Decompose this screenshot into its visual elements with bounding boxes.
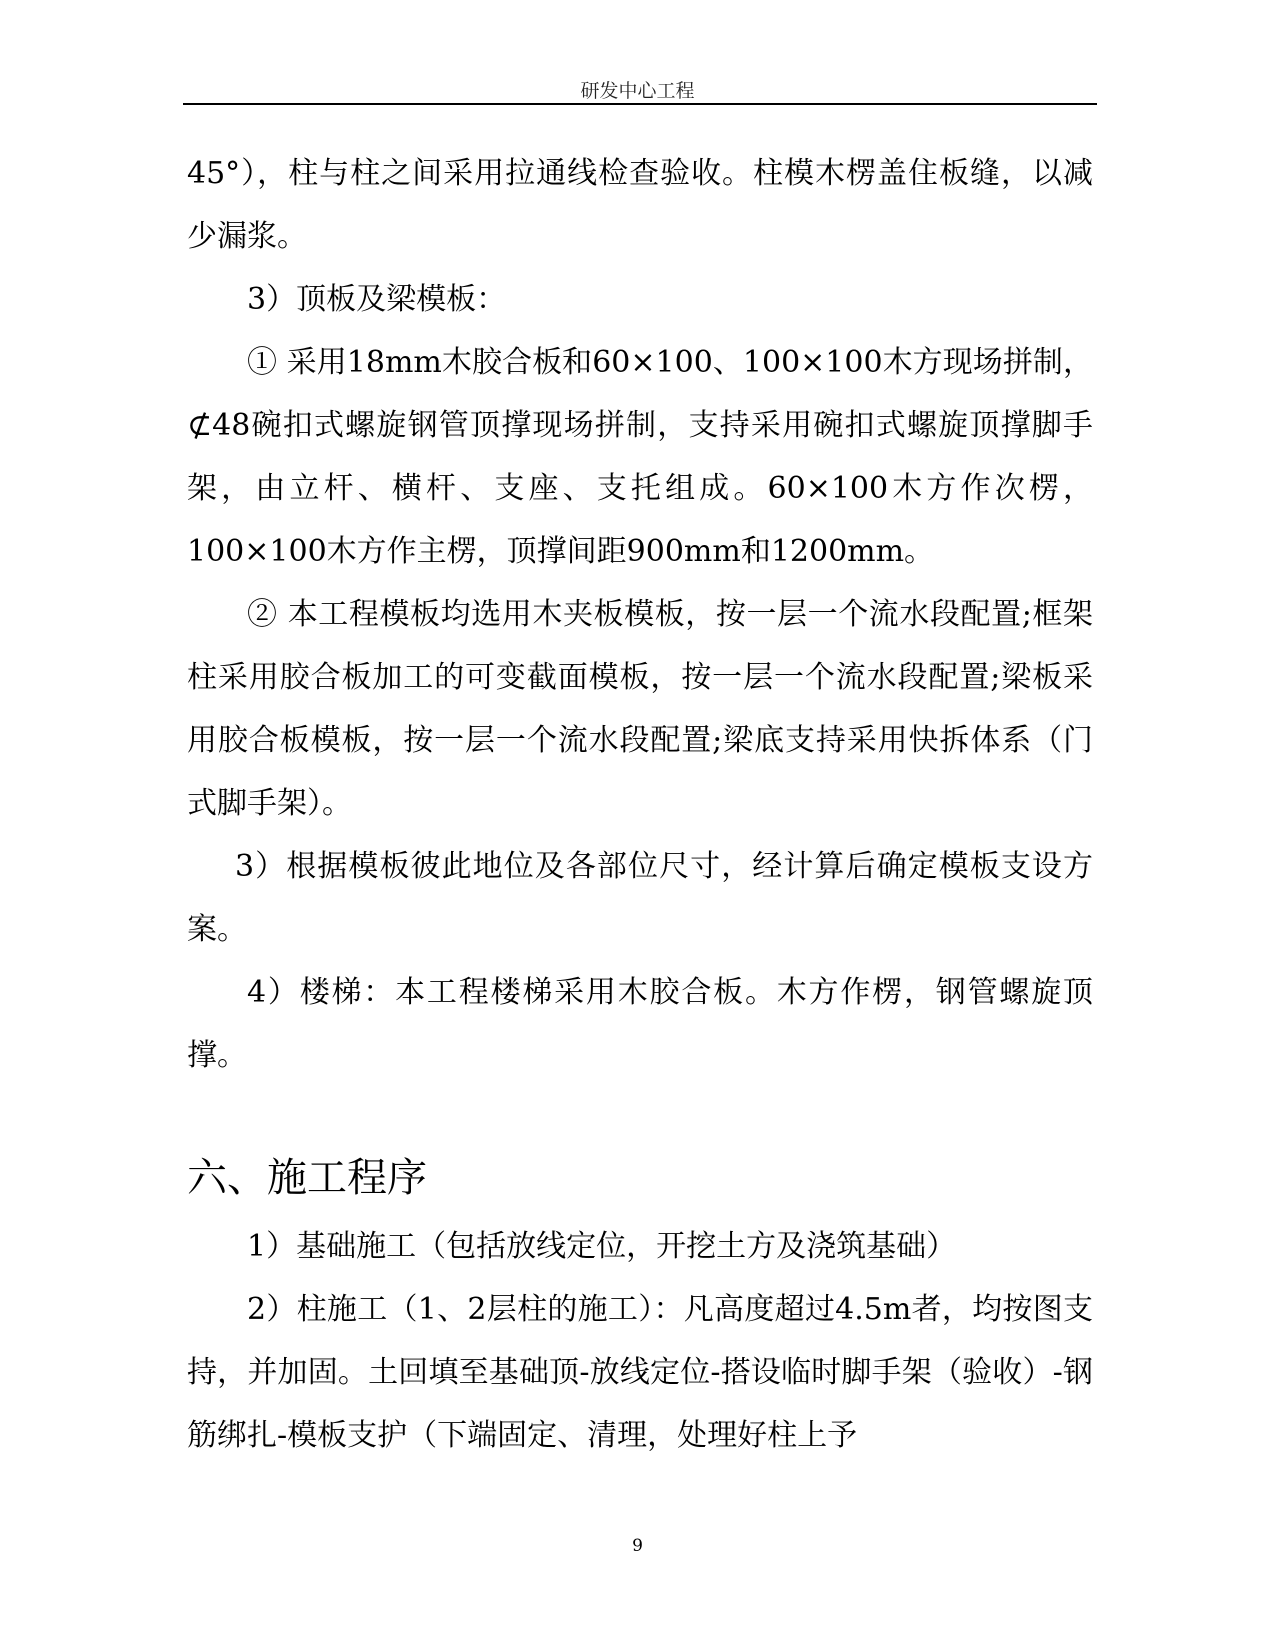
section-heading: 六、施工程序 [187,1155,427,1201]
page-number: 9 [632,1536,643,1556]
paragraph-item-1: ① 采用18mm木胶合板和60×100、100×100木方现场拼制，⊄48碗扣式螺旋钢管顶撑现场拼制，支持采用碗扣式螺旋顶撑脚手架，由立杆、横杆、支座、支托组成。60×100木方作次楞，100×100木方作主楞，顶撑间距900mm和1200mm。 [187,345,1093,569]
section-item-1: 1）基础施工（包括放线定位，开挖土方及浇筑基础） [247,1229,957,1264]
paragraph-subheading: 3）顶板及梁模板： [247,282,507,317]
section-item-2: 2）柱施工（1、2层柱的施工）：凡高度超过4.5m者，均按图支持，并加固。土回填至基础顶-放线定位-搭设临时脚手架（验收）-钢筋绑扎-模板支护（下端固定、清理，处理好柱上予 [187,1292,1093,1453]
paragraph-item-2: ② 本工程模板均选用木夹板模板，按一层一个流水段配置;框架柱采用胶合板加工的可变截面模板，按一层一个流水段配置;梁板采用胶合板模板，按一层一个流水段配置;梁底支持采用快拆体系（门式脚手架）。 [187,597,1093,821]
paragraph-item-4: 4）楼梯：本工程楼梯采用木胶合板。木方作楞，钢管螺旋顶撑。 [187,975,1093,1073]
paragraph-continuation: 45°），柱与柱之间采用拉通线检查验收。柱模木楞盖住板缝，以减少漏浆。 [187,156,1093,254]
paragraph-item-3: 3）根据模板彼此地位及各部位尺寸，经计算后确定模板支设方案。 [187,849,1093,947]
body-text [187,142,1093,1467]
header-rule [183,103,1097,105]
running-header: 研发中心工程 [580,80,695,102]
